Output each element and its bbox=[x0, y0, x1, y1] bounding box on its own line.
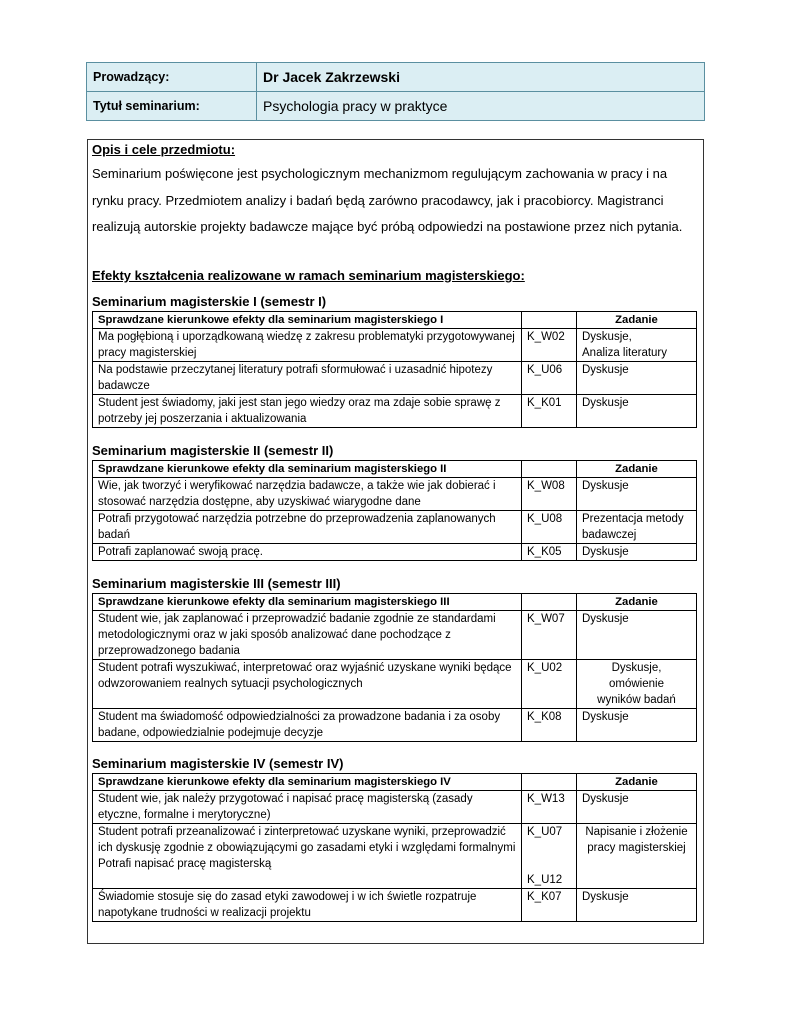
table-row bbox=[93, 611, 697, 660]
table-row bbox=[93, 329, 697, 362]
outcome-desc: Student wie, jak należy przygotować i napisać pracę magisterską (zasady etyczne, formalne i merytoryczne) bbox=[93, 791, 522, 824]
table-row bbox=[93, 478, 697, 511]
outcome-code: K_K08 bbox=[522, 709, 577, 742]
table-row bbox=[93, 791, 697, 824]
outcome-desc: Student jest świadomy, jaki jest stan jego wiedzy oraz ma zdaje sobie sprawę z potrzeby jej poszerzania i aktualizowania bbox=[93, 395, 522, 428]
table-header-row bbox=[93, 774, 697, 791]
outcome-task: Dyskusje bbox=[577, 478, 697, 511]
outcome-code: K_W07 bbox=[522, 611, 577, 660]
table-row bbox=[93, 709, 697, 742]
outcome-code: K_U06 bbox=[522, 362, 577, 395]
title-label: Tytuł seminarium: bbox=[87, 92, 257, 121]
outcome-code: K_U07 K_U12 bbox=[522, 824, 577, 889]
table-row bbox=[93, 544, 697, 561]
outcome-code: K_W02 bbox=[522, 329, 577, 362]
col-header-outcomes: Sprawdzane kierunkowe efekty dla seminarium magisterskiego I bbox=[93, 312, 522, 329]
col-header-task: Zadanie bbox=[577, 774, 697, 791]
header-table bbox=[86, 62, 705, 121]
description-text: Seminarium poświęcone jest psychologicznym mechanizmom regulującym zachowania w pracy i na rynku pracy. Przedmiotem analizy i badań będą zarówno pracodawcy, jak i pracobiorcy. Magistranci realizują autorskie projekty badawcze mające być próbą odpowiedzi na postawione przez nich pytania. bbox=[92, 166, 683, 234]
lecturer-value: Dr Jacek Zakrzewski bbox=[257, 63, 705, 92]
outcome-code: K_W08 bbox=[522, 478, 577, 511]
table-row bbox=[93, 660, 697, 709]
outcome-task: Dyskusje bbox=[577, 889, 697, 922]
outcome-task: Dyskusje bbox=[577, 791, 697, 824]
seminar-1-title: Seminarium magisterskie I (semestr I) bbox=[92, 294, 327, 309]
table-row bbox=[93, 511, 697, 544]
col-header-task: Zadanie bbox=[577, 312, 697, 329]
outcome-task: Prezentacja metody badawczej bbox=[577, 511, 697, 544]
outcome-desc: Na podstawie przeczytanej literatury potrafi sformułować i uzasadnić hipotezy badawcze bbox=[93, 362, 522, 395]
seminar-2-table bbox=[92, 460, 697, 561]
outcome-desc: Student wie, jak zaplanować i przeprowadzić badanie zgodnie ze standardami metodologicznymi oraz w jaki sposób analizować dane pochodzące z przeprowadzonego badania bbox=[93, 611, 522, 660]
col-header-outcomes: Sprawdzane kierunkowe efekty dla seminarium magisterskiego IV bbox=[93, 774, 522, 791]
outcome-desc: Student ma świadomość odpowiedzialności za prowadzone badania i za osoby badane, odpowiedzialnie podejmuje decyzje bbox=[93, 709, 522, 742]
outcomes-heading: Efekty kształcenia realizowane w ramach seminarium magisterskiego: bbox=[92, 268, 525, 283]
seminar-4-title: Seminarium magisterskie IV (semestr IV) bbox=[92, 756, 344, 771]
title-value: Psychologia pracy w praktyce bbox=[257, 92, 705, 121]
outcome-task: Dyskusje bbox=[577, 362, 697, 395]
outcome-code: K_K01 bbox=[522, 395, 577, 428]
table-header-row bbox=[93, 461, 697, 478]
col-header-task: Zadanie bbox=[577, 594, 697, 611]
outcome-desc: Potrafi przygotować narzędzia potrzebne do przeprowadzenia zaplanowanych badań bbox=[93, 511, 522, 544]
outcome-desc: Ma pogłębioną i uporządkowaną wiedzę z zakresu problematyki przygotowywanej pracy magisterskiej bbox=[93, 329, 522, 362]
outcome-desc: Student potrafi wyszukiwać, interpretować oraz wyjaśnić uzyskane wyniki będące odwzorowaniem realnych sytuacji psychologicznych bbox=[93, 660, 522, 709]
seminar-4-table bbox=[92, 773, 697, 922]
table-header-row bbox=[93, 312, 697, 329]
lecturer-label: Prowadzący: bbox=[87, 63, 257, 92]
outcome-task: Dyskusje bbox=[577, 611, 697, 660]
outcome-code: K_U08 bbox=[522, 511, 577, 544]
outcome-desc: Wie, jak tworzyć i weryfikować narzędzia badawcze, a także wie jak dobierać i stosować narzędzia dostępne, aby uzyskiwać wiarygodne dane bbox=[93, 478, 522, 511]
col-header-outcomes: Sprawdzane kierunkowe efekty dla seminarium magisterskiego II bbox=[93, 461, 522, 478]
outcome-code: K_U02 bbox=[522, 660, 577, 709]
outcome-task: Dyskusje, Analiza literatury bbox=[577, 329, 697, 362]
col-header-task: Zadanie bbox=[577, 461, 697, 478]
description-heading: Opis i cele przedmiotu: bbox=[92, 142, 236, 157]
seminar-1-table bbox=[92, 311, 697, 428]
outcome-task: Dyskusje bbox=[577, 544, 697, 561]
seminar-3-table bbox=[92, 593, 697, 742]
table-header-row bbox=[93, 594, 697, 611]
outcome-task: Dyskusje bbox=[577, 709, 697, 742]
outcome-desc: Potrafi zaplanować swoją pracę. bbox=[93, 544, 522, 561]
table-row bbox=[93, 824, 697, 889]
outcome-desc: Świadomie stosuje się do zasad etyki zawodowej i w ich świetle rozpatruje napotykane trudności w realizacji projektu bbox=[93, 889, 522, 922]
outcome-task: Dyskusje, omówienie wyników badań bbox=[577, 660, 697, 709]
col-header-outcomes: Sprawdzane kierunkowe efekty dla seminarium magisterskiego III bbox=[93, 594, 522, 611]
outcome-code: K_W13 bbox=[522, 791, 577, 824]
table-row bbox=[93, 395, 697, 428]
outcome-code: K_K07 bbox=[522, 889, 577, 922]
seminar-3-title: Seminarium magisterskie III (semestr III) bbox=[92, 576, 341, 591]
outcome-task: Napisanie i złożenie pracy magisterskiej bbox=[577, 824, 697, 889]
seminar-2-title: Seminarium magisterskie II (semestr II) bbox=[92, 443, 334, 458]
outcome-desc: Student potrafi przeanalizować i zinterpretować uzyskane wyniki, przeprowadzić ich dyskusję zgodnie z obowiązującymi go zasadami etyki i względami formalnymi Potrafi napisać pracę magisterską bbox=[93, 824, 522, 889]
outcome-code: K_K05 bbox=[522, 544, 577, 561]
table-row bbox=[93, 362, 697, 395]
outcome-task: Dyskusje bbox=[577, 395, 697, 428]
table-row bbox=[93, 889, 697, 922]
